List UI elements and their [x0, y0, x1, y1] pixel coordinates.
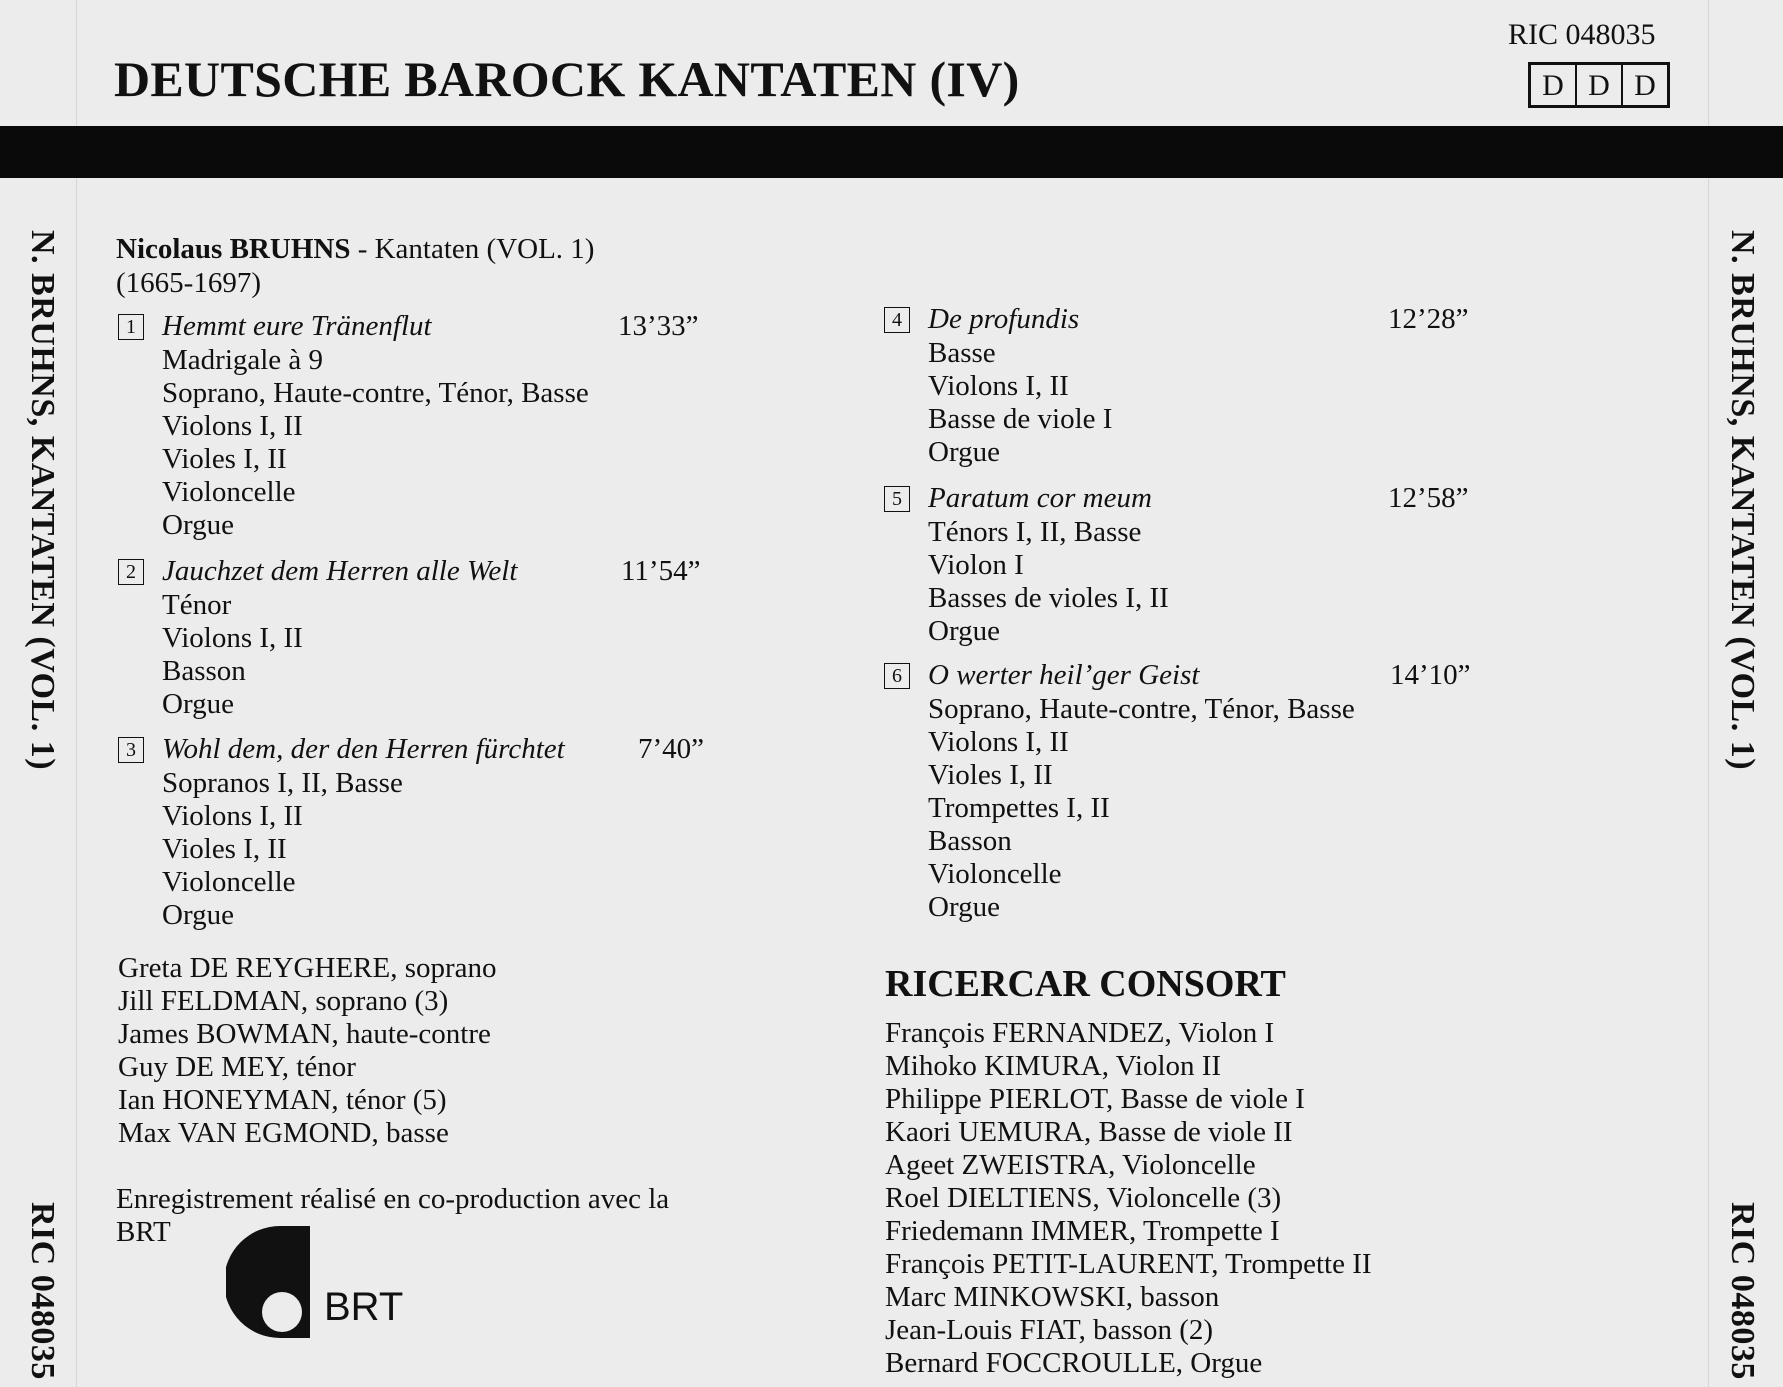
player: Philippe PIERLOT, Basse de viole I [885, 1083, 1305, 1115]
track-part: Trompettes I, II [928, 792, 1110, 824]
right-spine-catalog: RIC 048035 [1724, 1202, 1761, 1380]
mixing-code: D [1577, 65, 1623, 105]
track-duration: 11’54” [621, 555, 701, 587]
track-part: Ténor [162, 589, 232, 621]
soloist: Ian HONEYMAN, ténor (5) [118, 1084, 447, 1116]
track-part: Ténors I, II, Basse [928, 516, 1142, 548]
left-spine-title: N. BRUHNS, KANTATEN (VOL. 1) [24, 230, 61, 771]
track-part: Violons I, II [928, 370, 1069, 402]
track-title: Paratum cor meum [928, 482, 1152, 514]
soloist: James BOWMAN, haute-contre [118, 1018, 491, 1050]
track-part: Violes I, II [162, 443, 287, 475]
track-2 [118, 555, 701, 721]
track-title: De profundis [928, 303, 1080, 335]
track-duration: 12’28” [1388, 303, 1469, 335]
track-1 [118, 310, 699, 542]
track-duration: 7’40” [638, 733, 705, 765]
composer-dates: (1665-1697) [116, 267, 261, 299]
brt-logo-text: BRT [324, 1285, 404, 1329]
track-part: Violons I, II [928, 726, 1069, 758]
track-title: Hemmt eure Tränenflut [162, 310, 432, 342]
track-6 [884, 659, 1471, 924]
track-part: Basses de violes I, II [928, 582, 1169, 614]
brt-logo [226, 1220, 406, 1344]
track-part: Violons I, II [162, 410, 303, 442]
track-part: Basse [928, 337, 996, 369]
track-number: 5 [884, 486, 910, 512]
catalog-number: RIC 048035 [1508, 18, 1656, 51]
track-part: Violoncelle [928, 858, 1062, 890]
track-5 [884, 482, 1469, 648]
track-part: Madrigale à 9 [162, 344, 324, 376]
left-spine-catalog: RIC 048035 [24, 1202, 61, 1380]
player: Mihoko KIMURA, Violon II [885, 1050, 1222, 1082]
soloist: Greta DE REYGHERE, soprano [118, 952, 497, 984]
ensemble-players [885, 1017, 1372, 1380]
track-part: Violon I [928, 549, 1024, 581]
soloist: Max VAN EGMOND, basse [118, 1117, 449, 1149]
soloist: Jill FELDMAN, soprano (3) [118, 985, 449, 1017]
left-spine [12, 230, 72, 1380]
track-number: 6 [884, 663, 910, 689]
track-part: Orgue [928, 615, 1000, 647]
track-duration: 14’10” [1390, 659, 1471, 691]
brt-logo-hole [262, 1292, 302, 1332]
right-fold-line [1708, 0, 1709, 1387]
work-title: - Kantaten (VOL. 1) [350, 233, 595, 265]
player: Marc MINKOWSKI, basson [885, 1281, 1220, 1313]
track-part: Soprano, Haute-contre, Ténor, Basse [162, 377, 589, 409]
track-part: Basson [928, 825, 1012, 857]
track-title: O werter heil’ger Geist [928, 659, 1200, 691]
player: Roel DIELTIENS, Violoncelle (3) [885, 1182, 1282, 1214]
track-part: Orgue [162, 688, 234, 720]
mastering-code: D [1634, 69, 1656, 102]
track-part: Violoncelle [162, 866, 296, 898]
soloists-list [118, 952, 497, 1150]
track-part: Orgue [928, 436, 1000, 468]
player: Jean-Louis FIAT, basson (2) [885, 1314, 1214, 1346]
player: Bernard FOCCROULLE, Orgue [885, 1347, 1263, 1379]
soloist: Guy DE MEY, ténor [118, 1051, 356, 1083]
track-part: Orgue [928, 891, 1000, 923]
player: François FERNANDEZ, Violon I [885, 1017, 1275, 1049]
player: Friedemann IMMER, Trompette I [885, 1215, 1280, 1247]
track-duration: 13’33” [618, 310, 699, 342]
track-part: Soprano, Haute-contre, Ténor, Basse [928, 693, 1355, 725]
track-part: Basse de viole I [928, 403, 1113, 435]
right-spine-title: N. BRUHNS, KANTATEN (VOL. 1) [1724, 230, 1761, 771]
track-part: Sopranos I, II, Basse [162, 767, 403, 799]
track-number: 1 [118, 314, 144, 340]
track-number: 2 [118, 559, 144, 585]
track-part: Violons I, II [162, 800, 303, 832]
track-part: Violes I, II [928, 759, 1053, 791]
ddd-code-box [1528, 62, 1670, 108]
track-number: 4 [884, 307, 910, 333]
left-fold-line [76, 0, 77, 1387]
track-duration: 12’58” [1388, 482, 1469, 514]
track-title: Wohl dem, der den Herren fürchtet [162, 733, 565, 765]
composer-name: Nicolaus BRUHNS [116, 233, 351, 265]
track-part: Violons I, II [162, 622, 303, 654]
track-part: Orgue [162, 509, 234, 541]
black-band [0, 126, 1783, 178]
track-3 [118, 733, 705, 932]
ensemble-name: RICERCAR CONSORT [885, 963, 1286, 1005]
right-spine [1712, 230, 1772, 1380]
coproduction-note: Enregistrement réalisé en co-production avec la BRT [116, 1183, 670, 1248]
track-part: Orgue [162, 899, 234, 931]
track-4 [884, 303, 1469, 469]
player: François PETIT-LAURENT, Trompette II [885, 1248, 1372, 1280]
track-part: Violoncelle [162, 476, 296, 508]
album-title: DEUTSCHE BAROCK KANTATEN (IV) [114, 51, 1020, 107]
track-part: Violes I, II [162, 833, 287, 865]
composer-block [116, 232, 594, 300]
player: Kaori UEMURA, Basse de viole II [885, 1116, 1293, 1148]
track-title: Jauchzet dem Herren alle Welt [162, 555, 518, 587]
track-part: Basson [162, 655, 246, 687]
player: Ageet ZWEISTRA, Violoncelle [885, 1149, 1256, 1181]
recording-code: D [1531, 65, 1577, 105]
track-number: 3 [118, 737, 144, 763]
